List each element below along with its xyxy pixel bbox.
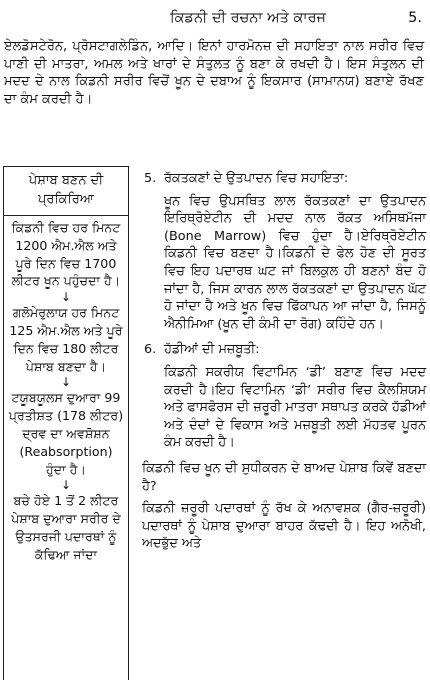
box-title: ਪੇਸ਼ਾਬ ਬਣਨ ਦੀ ਪ੍ਰਕਿਰਿਆ <box>4 167 128 216</box>
item-heading: ਹੱਡੀਆਂ ਦੀ ਮਜ਼ਬੂਤੀ: <box>164 342 260 358</box>
main-column <box>144 170 426 553</box>
item-heading: ਰੱਕਤਕਣਾਂ ਦੇ ਉਤਪਾਦਨ ਵਿਚ ਸਹਾਇਤਾ: <box>164 171 349 186</box>
box-body <box>4 216 128 564</box>
process-step: ਬਚੇ ਹੋਏ 1 ਤੋਂ 2 ਲੀਟਰ ਪੇਸ਼ਾਬ ਦੁਆਰਾ ਸਰੀਰ ਦੇ ਉਤਸਰਜੀ ਪਦਾਰਥਾਂ ਨੂੰ ਕੱਢਿਆ ਜਾਂਦਾ <box>11 493 121 562</box>
item-body: ਕਿਡਨੀ ਸਕਰੀਯ ਵਿਟਾਮਿਨ ‘ਡੀ’ ਬਣਾਣ ਵਿਚ ਮਦਦ ਕਰਦੀ ਹੈ।ਇਹ ਵਿਟਾਮਿਨ ‘ਡੀ’ ਸਰੀਰ ਵਿਚ ਕੈਲਸ਼ਿਯਮ ਅਤੇ ਫਾਸਫੋਰਸ ਦੀ ਜ਼ਰੂਰੀ ਮਾਤਰਾ ਸਥਾਪਤ ਕਰਕੇ ਹੱਡੀਆਂ ਅਤੇ ਦੰਦਾਂ ਦੇ ਵਿਕਾਸ ਅਤੇ ਮਜ਼ਬੂਤੀ ਲਈ ਮੱਹਤਵ ਪੂਰਨ ਕੰਮ ਕਰਦੀ ਹੈ। <box>164 364 426 451</box>
item-number: 5. <box>144 171 157 186</box>
list-item <box>144 341 426 452</box>
page-number: 5. <box>408 10 422 26</box>
down-arrow-icon: ↓ <box>60 290 72 305</box>
chapter-title: ਕਿਡਨੀ ਦੀ ਰਚਨਾ ਅਤੇ ਕਾਰਜ <box>170 10 327 26</box>
process-step: ਗਲੋਮੇਰੁਲਾਯ ਹਰ ਮਿਨਟ 125 ਐਮ.ਐਲ ਅਤੇ ਪੂਰੇ ਦਿਨ ਵਿਚ 180 ਲੀਟਰ ਪੇਸ਼ਾਬ ਬਣਦਾ ਹੈ। <box>9 305 123 374</box>
answer-paragraph: ਕਿਡਨੀ ਜ਼ਰੂਰੀ ਪਦਾਰਥਾਂ ਨੂੰ ਰੱਖ ਕੇ ਅਨਾਵਸ਼ਕ (ਗੈਰ-ਜ਼ਰੂਰੀ) ਪਦਾਰਥਾਂ ਨੂੰ ਪੇਸ਼ਾਬ ਦੁਆਰਾ ਬਾਹਰ ਕੱਢਦੀ ਹੈ। ਇਹ ਅਨੋਖੀ, ਅਦਭੁੱਦ ਅਤੇ <box>142 501 426 552</box>
down-arrow-icon: ↓ <box>60 478 72 493</box>
down-arrow-icon: ↓ <box>60 375 72 390</box>
running-header <box>150 8 422 28</box>
question-heading: ਕਿਡਨੀ ਵਿਚ ਖੂਨ ਦੀ ਸੁਧੀਕਰਨ ਦੇ ਬਾਅਦ ਪੇਸ਼ਾਬ ਕਿਵੇਂ ਬਣਦਾ ਹੈ? <box>142 460 426 494</box>
intro-paragraph: ਏਲਡੋਸਟੇਰੋਨ, ਪ੍ਰੋਸਟਾਗਲੇਡਿੰਨ, ਆਦਿ। ਇਨਾਂ ਹਾਰਮੋਨਜ਼ ਦੀ ਸਹਾਇਤਾ ਨਾਲ ਸਰੀਰ ਵਿਚ ਪਾਣੀ ਦੀ ਮਾਤਰਾ, ਅਮਲ ਅਤੇ ਖਾਰਾਂ ਦੇ ਸੰਤੁਲਤ ਨੂੰ ਬਣਾ ਕੇ ਰਖਦੀ ਹੈ। ਇਸ ਸੰਤੁਲਨ ਦੀ ਮਦਦ ਦੇ ਨਾਲ ਕਿਡਨੀ ਸਰੀਰ ਵਿਚੋਂ ਖੂਨ ਦੇ ਦਬਾਅ ਨੂੰ ਇਕਸਾਰ (ਸਾਮਾਨਯ) ਬਣਾਏ ਰੱਖਣ ਦਾ ਕੰਮ ਕਰਦੀ ਹੈ। <box>4 39 424 107</box>
process-step: ਕਿਡਨੀ ਵਿਚ ਹਰ ਮਿਨਟ 1200 ਐਮ.ਐਲ ਅਤੇ ਪੂਰੇ ਦਿਨ ਵਿਚ 1700 ਲੀਟਰ ਖੂਨ ਪਹੁੰਚਦਾ ਹੈ। <box>11 220 121 289</box>
item-body: ਖੂਨ ਵਿਚ ਉਪਸਥਿਤ ਲਾਲ ਰੱਕਤਕਣਾਂ ਦਾ ਉਤਪਾਦਨ ਇਰਿਥ੍ਰੋਏਟੀਨ ਦੀ ਮਦਦ ਨਾਲ ਰੱਕਤ ਅਸਿਥਮੱਜਾ (Bone Marrow) ਵਿਚ ਹੁੰਦਾ ਹੈ।ਏਰਿਥ੍ਰੋਏਟੀਨ ਕਿਡਨੀ ਵਿਚ ਬਣਦਾ ਹੈ।ਕਿਡਨੀ ਦੇ ਫੇਲ ਹੋਣ ਦੀ ਸੂਰਤ ਵਿਚ ਇਹ ਪਦਾਰਥ ਘਟ ਜਾਂ ਬਿਲਕੁਲ ਹੀ ਬਣਨਾਂ ਬੰਦ ਹੋ ਜਾਂਦਾ ਹੈ, ਜਿਸ ਕਾਰਨ ਲਾਲ ਰੱਕਤਕਣਾਂ ਦਾ ਉਤਪਾਦਨ ਘੱਟ ਹੋ ਜਾਂਦਾ ਹੈ ਅਤੇ ਖੂਨ ਵਿਚ ਫਿੱਕਾਪਨ ਆ ਜਾਂਦਾ ਹੈ, ਜਿਸਨੂੰ ਐਨੀਮਿਆ (ਖੂਨ ਦੀ ਕੰਮੀ ਦਾ ਰੋਗ) ਕਹਿੰਦੇ ਹਨ। <box>164 193 426 332</box>
list-item <box>144 170 426 333</box>
process-step: ਟਯੂਬਯੂਲਸ ਦੁਆਰਾ 99 ਪ੍ਰਤੀਸ਼ਤ (178 ਲੀਟਰ) ਦ੍ਰਵ ਦਾ ਅਵਸ਼ੋਸ਼ਨ (Reabsorption) ਹੁੰਦਾ ਹੈ। <box>8 390 124 477</box>
urine-formation-box <box>3 166 129 680</box>
item-number: 6. <box>144 342 157 358</box>
